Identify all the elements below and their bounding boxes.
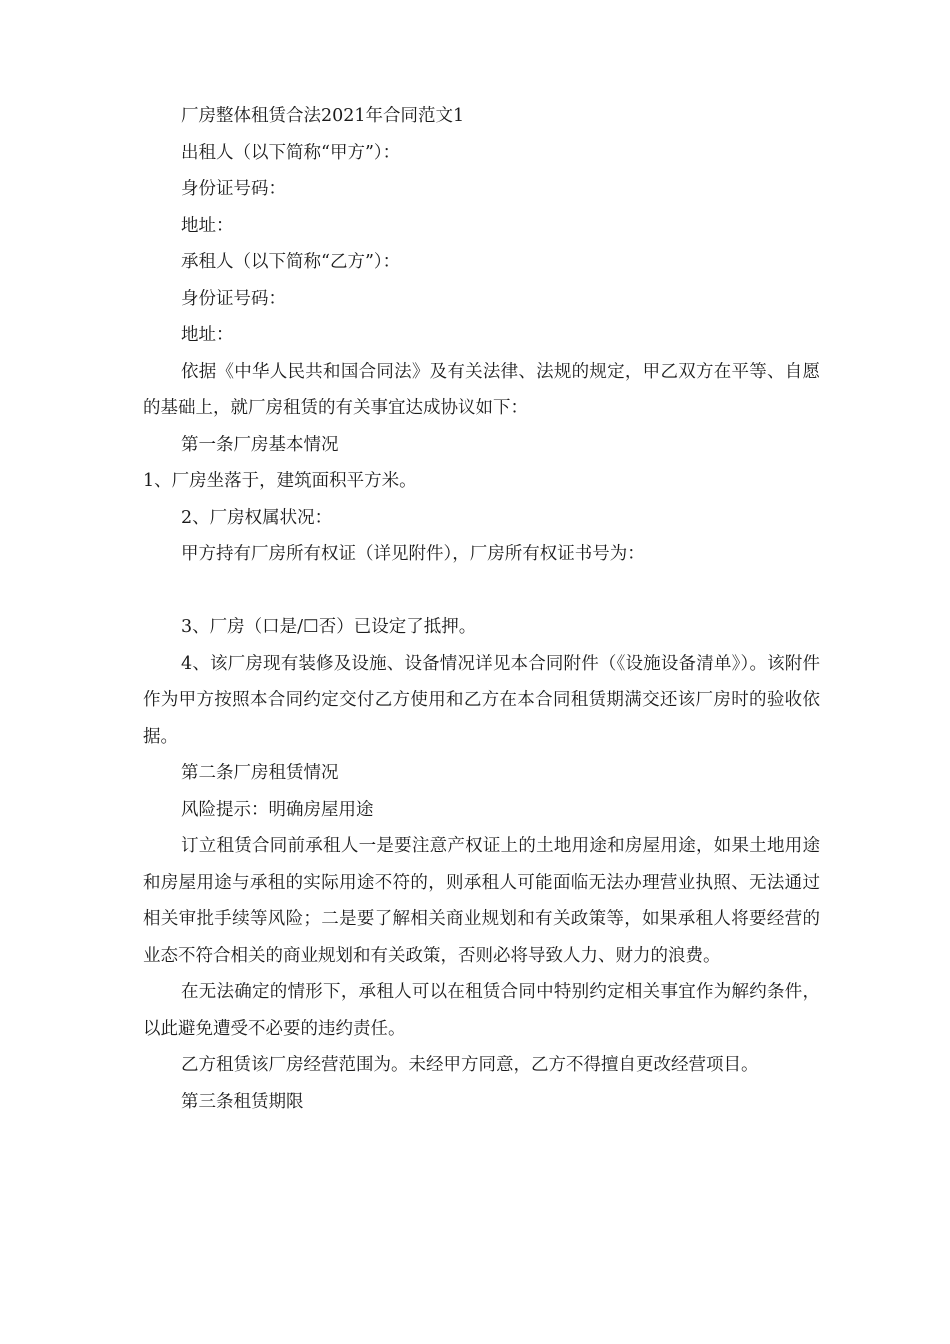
- article-2-heading: 第二条厂房租赁情况: [181, 763, 339, 783]
- clause-1-4: 4、该厂房现有装修及设施、设备情况详见本合同附件（《设施设备清单》）。该附件作为甲方按照本合同约定交付乙方使用和乙方在本合同租赁期满交还该厂房时的验收依据。: [143, 653, 820, 747]
- article-3-heading: 第三条租赁期限: [181, 1091, 304, 1112]
- termination-condition-paragraph: 在无法确定的情形下，承租人可以在租赁合同中特别约定相关事宜作为解约条件，以此避免遭受不必要的违约责任。: [143, 982, 820, 1039]
- lessor-line: 出租人（以下简称“甲方”）：: [181, 142, 401, 163]
- lessor-id-line: 身份证号码：: [181, 179, 286, 199]
- preamble-paragraph: 依据《中华人民共和国合同法》及有关法律、法规的规定，甲乙双方在平等、自愿的基础上，就厂房租赁的有关事宜达成协议如下：: [143, 361, 820, 418]
- clause-1-2: 2、厂房权属状况：: [181, 507, 333, 528]
- blank-line: [143, 573, 820, 610]
- risk-notice-paragraph: 订立租赁合同前承租人一是要注意产权证上的土地用途和房屋用途，如果土地用途和房屋用途与承租的实际用途不符的，则承租人可能面临无法办理营业执照、无法通过相关审批手续等风险；二是要了解相关商业规划和有关政策等，如果承租人将要经营的业态不符合相关的商业规划和有关政策，否则必将导致人力、财力的浪费。: [143, 836, 820, 966]
- ownership-certificate-line: 甲方持有厂房所有权证（详见附件），厂房所有权证书号为：: [181, 544, 645, 564]
- clause-1-1: 1、厂房坐落于，建筑面积平方米。: [143, 471, 417, 491]
- lessee-address-line: 地址：: [181, 325, 234, 345]
- business-scope-paragraph: 乙方租赁该厂房经营范围为。未经甲方同意，乙方不得擅自更改经营项目。: [181, 1055, 759, 1075]
- document-body: [143, 98, 820, 1120]
- article-1-heading: 第一条厂房基本情况: [181, 434, 339, 455]
- risk-notice-heading: 风险提示：明确房屋用途: [181, 799, 374, 820]
- lessee-line: 承租人（以下简称“乙方”）：: [181, 252, 401, 272]
- clause-1-3: 3、厂房（口是/☐否）已设定了抵押。: [181, 617, 477, 637]
- document-title: 厂房整体租赁合法2021年合同范文1: [181, 106, 465, 126]
- lessor-address-line: 地址：: [181, 215, 234, 236]
- lessee-id-line: 身份证号码：: [181, 288, 286, 309]
